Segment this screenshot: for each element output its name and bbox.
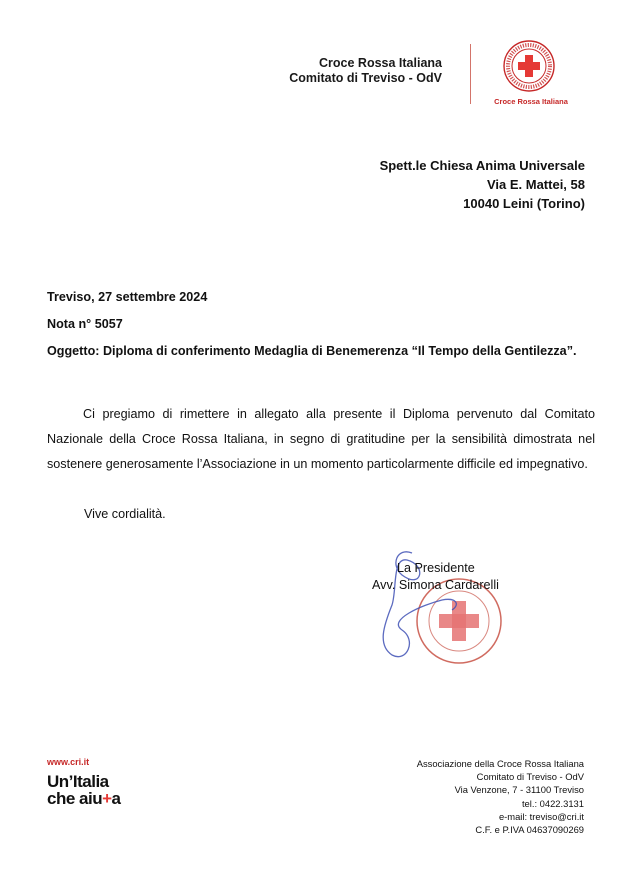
signatory-role: La Presidente — [397, 561, 475, 575]
recipient-city: 10040 Leini (Torino) — [463, 196, 585, 211]
body-paragraph: Ci pregiamo di rimettere in allegato alla presente il Diploma pervenuto dal Comitato Nazionale della Croce Rossa Italiana, in segno di gratitudine per la sensibilità dimostrata nel sostenere generosamente l’Associazione in un momento particolarmente difficile ed impegnativo. — [47, 407, 595, 471]
red-cross-glyph-icon: + — [102, 789, 112, 808]
recipient-street: Via E. Mattei, 58 — [486, 177, 585, 192]
slogan-text-end: a — [111, 789, 121, 808]
subject-line: Oggetto: Diploma di conferimento Medaglia di Benemerenza “Il Tempo della Gentilezza”. — [47, 344, 577, 358]
closing-greeting: Vive cordialità. — [84, 507, 166, 521]
red-cross-logo-icon — [503, 40, 555, 92]
footer-vat: C.F. e P.IVA 04637090269 — [475, 824, 584, 836]
footer-committee: Comitato di Treviso - OdV — [476, 771, 584, 783]
slogan-line-2 — [47, 790, 121, 807]
place-date: Treviso, 27 settembre 2024 — [47, 290, 208, 304]
committee-name: Comitato di Treviso - OdV — [289, 71, 442, 85]
letterhead-text — [289, 56, 442, 86]
signatory-name: Avv. Simona Cardarelli — [372, 578, 499, 592]
logo-caption: Croce Rossa Italiana — [494, 97, 568, 106]
note-number: Nota n° 5057 — [47, 317, 123, 331]
recipient-name: Spett.le Chiesa Anima Universale — [379, 158, 585, 173]
org-name: Croce Rossa Italiana — [319, 56, 442, 70]
slogan-text: che aiu — [47, 789, 103, 808]
footer-street: Via Venzone, 7 - 31100 Treviso — [454, 784, 584, 796]
footer-org: Associazione della Croce Rossa Italiana — [416, 758, 584, 769]
header-divider — [470, 44, 471, 104]
footer-phone: tel.: 0422.3131 — [521, 797, 584, 809]
slogan-line-1: Un’Italia — [47, 772, 109, 791]
letter-body — [47, 402, 595, 477]
footer-email[interactable]: e-mail: treviso@cri.it — [498, 810, 584, 822]
slogan — [47, 773, 121, 807]
footer-address — [417, 757, 584, 836]
recipient-address — [380, 156, 585, 213]
website-link[interactable]: www.cri.it — [47, 757, 90, 767]
